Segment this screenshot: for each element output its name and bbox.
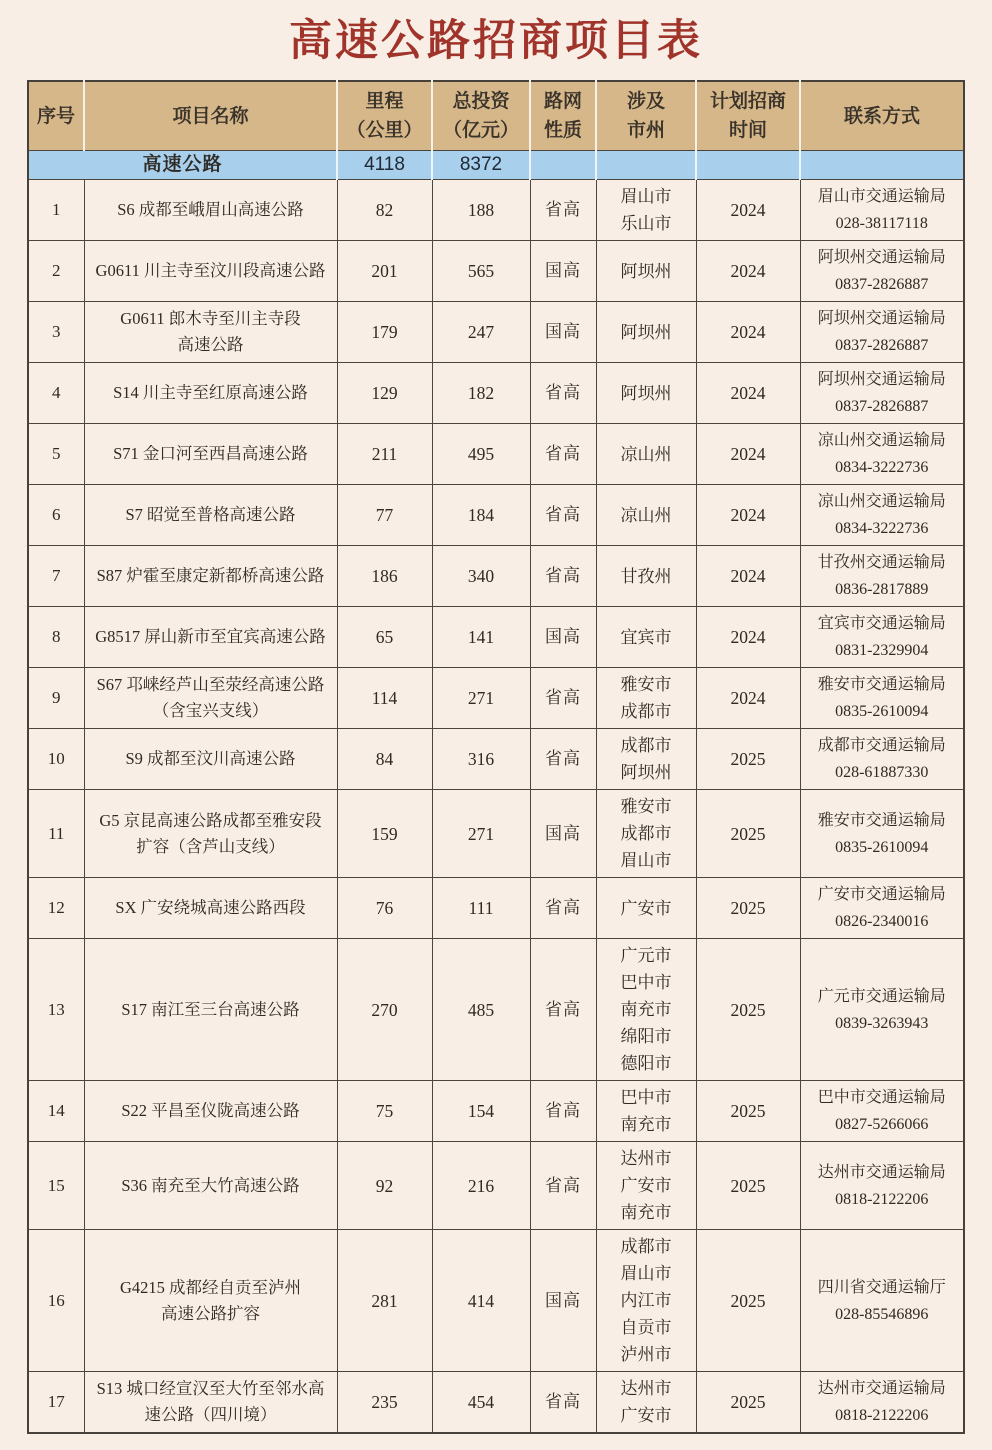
contact-line: 广元市交通运输局 [817,987,946,1005]
table-row [28,1372,964,1434]
city-line: 阿坝州 [620,763,672,782]
city-line: 凉山州 [620,505,672,525]
cell-contact [800,546,964,607]
cell-investment: 182 [432,363,530,424]
cell-network-type: 国高 [530,302,596,363]
header-line: 市州 [626,120,665,141]
contact-line: 0826-2340016 [835,913,929,930]
contact-line: 广安市交通运输局 [817,886,946,903]
contact-line: 凉山州交通运输局 [817,493,946,510]
city-line: 眉山市 [620,187,672,206]
city-line: 广元市 [620,946,672,965]
contact-line: 0837-2826887 [835,398,929,415]
contact-line: 眉山市交通运输局 [817,188,946,205]
contact-line: 雅安市交通运输局 [817,676,946,693]
city-line: 成都市 [620,824,672,843]
cell-contact [800,180,964,241]
contact-line: 0818-2122206 [835,1407,929,1424]
project-name-line: S71 金口河至西昌高速公路 [113,444,308,463]
summary-mileage: 4118 [337,151,432,180]
cell-investment: 271 [432,790,530,878]
cell-project-name [84,180,337,241]
cell-cities [596,607,696,668]
cell-contact [800,607,964,668]
cell-no: 9 [28,668,84,729]
header-schedule [696,81,800,151]
cell-cities [596,790,696,878]
cell-investment: 216 [432,1142,530,1230]
cell-no: 6 [28,485,84,546]
cell-project-name [84,939,337,1081]
cell-year: 2024 [696,485,800,546]
cell-cities [596,180,696,241]
cell-year: 2025 [696,790,800,878]
project-name-line: S87 炉霍至康定新都桥高速公路 [96,566,325,585]
city-line: 泸州市 [620,1345,672,1364]
table-row [28,790,964,878]
contact-line: 0839-3263943 [835,1014,929,1032]
table-row [28,668,964,729]
table-row [28,485,964,546]
cell-contact [800,302,964,363]
contact-line: 0818-2122206 [835,1190,929,1208]
summary-label: 高速公路 [28,151,337,180]
cell-mileage: 159 [337,790,432,878]
header-line: 联系方式 [843,105,920,127]
city-line: 达州市 [620,1149,672,1168]
contact-line: 0837-2826887 [835,337,929,354]
cell-year: 2025 [696,729,800,790]
cell-mileage: 211 [337,424,432,485]
project-name-line: S9 成都至汶川高速公路 [125,749,296,768]
city-line: 眉山市 [620,1264,672,1283]
contact-line: 成都市交通运输局 [817,737,946,754]
cell-year: 2025 [696,878,800,939]
header-mileage [337,81,432,151]
contact-line: 028-85546896 [835,1305,929,1323]
header-line: 性质 [543,120,582,141]
city-line: 南充市 [620,1115,672,1134]
cell-network-type: 省高 [530,1081,596,1142]
cell-no: 13 [28,939,84,1081]
cell-cities [596,729,696,790]
table-row [28,1230,964,1372]
contact-line: 0831-2329904 [835,642,929,659]
cell-network-type: 省高 [530,1142,596,1230]
cell-no: 14 [28,1081,84,1142]
document-page [0,16,992,1434]
header-line: 路网 [543,91,582,112]
header-line: 里程 [365,91,404,112]
cell-project-name [84,1142,337,1230]
cell-year: 2025 [696,1372,800,1434]
project-name-line: G8517 屏山新市至宜宾高速公路 [95,627,326,646]
city-line: 宜宾市 [620,627,672,647]
cell-cities [596,1142,696,1230]
cell-network-type: 省高 [530,363,596,424]
project-name-line: G4215 成都经自贡至泸州 [119,1277,302,1297]
cell-year: 2024 [696,363,800,424]
cell-mileage: 201 [337,241,432,302]
contact-line: 凉山州交通运输局 [817,432,946,449]
city-line: 阿坝州 [620,383,672,403]
header-line: 涉及 [626,91,665,112]
cell-project-name [84,790,337,878]
city-line: 甘孜州 [620,566,672,586]
cell-cities [596,1372,696,1434]
cell-mileage: 92 [337,1142,432,1230]
cell-no: 15 [28,1142,84,1230]
cell-no: 17 [28,1372,84,1434]
city-line: 成都市 [620,736,672,755]
project-name-line: G0611 郎木寺至川主寺段 [120,309,301,328]
city-line: 雅安市 [620,797,672,816]
contact-line: 0834-3222736 [835,520,929,537]
contact-line: 0836-2817889 [835,581,929,598]
table-row [28,1081,964,1142]
city-line: 广安市 [620,1176,672,1195]
cell-project-name [84,1372,337,1434]
contact-line: 0835-2610094 [835,838,929,856]
contact-line: 0837-2826887 [835,276,929,293]
contact-line: 达州市交通运输局 [817,1380,946,1397]
cell-no: 8 [28,607,84,668]
contact-line: 巴中市交通运输局 [817,1089,946,1106]
cell-project-name [84,302,337,363]
cell-investment: 141 [432,607,530,668]
table-row [28,424,964,485]
project-name-line: 扩容（含芦山支线） [136,836,285,856]
cell-project-name [84,546,337,607]
project-name-line: G5 京昆高速公路成都至雅安段 [99,810,322,830]
cell-project-name [84,485,337,546]
header-line: 计划招商 [709,91,786,112]
cell-no: 7 [28,546,84,607]
contact-line: 阿坝州交通运输局 [817,249,946,266]
city-line: 德阳市 [620,1054,672,1073]
cell-contact [800,1230,964,1372]
cell-cities [596,546,696,607]
cell-cities [596,424,696,485]
cell-cities [596,302,696,363]
cell-network-type: 国高 [530,241,596,302]
summary-contact [800,151,964,180]
project-name-line: S6 成都至峨眉山高速公路 [117,200,304,219]
cell-project-name [84,878,337,939]
project-name-line: 高速公路扩容 [161,1303,260,1323]
cell-cities [596,939,696,1081]
page-title: 高速公路招商项目表 [289,18,703,65]
summary-investment: 8372 [432,151,530,180]
cell-no: 11 [28,790,84,878]
cell-cities [596,1230,696,1372]
table-row [28,1142,964,1230]
cell-network-type: 省高 [530,546,596,607]
header-line: （公里） [346,120,423,141]
cell-no: 16 [28,1230,84,1372]
table-row [28,939,964,1081]
cell-network-type: 国高 [530,790,596,878]
cell-cities [596,363,696,424]
contact-line: 0834-3222736 [835,459,929,476]
cell-investment: 111 [432,878,530,939]
cell-no: 1 [28,180,84,241]
summary-row [28,151,964,180]
project-name-line: S7 昭觉至普格高速公路 [125,505,296,524]
cell-mileage: 235 [337,1372,432,1434]
table-row [28,878,964,939]
cell-cities [596,1081,696,1142]
cell-year: 2024 [696,424,800,485]
header-line: 序号 [36,105,75,127]
cell-mileage: 186 [337,546,432,607]
cell-cities [596,485,696,546]
cell-no: 3 [28,302,84,363]
cell-contact [800,1372,964,1434]
city-line: 巴中市 [620,973,672,992]
city-line: 广安市 [620,898,672,918]
cell-network-type: 省高 [530,485,596,546]
project-name-line: （含宝兴支线） [152,701,269,720]
city-line: 达州市 [620,1379,672,1398]
contact-line: 达州市交通运输局 [817,1163,946,1181]
project-name-line: 速公路（四川境） [144,1405,277,1424]
header-invest [432,81,530,151]
cell-no: 4 [28,363,84,424]
contact-line: 阿坝州交通运输局 [817,371,946,388]
table-row [28,241,964,302]
cell-project-name [84,729,337,790]
summary-schedule [696,151,800,180]
cell-cities [596,878,696,939]
project-name-line: S22 平昌至仪陇高速公路 [121,1101,300,1120]
cell-contact [800,878,964,939]
city-line: 乐山市 [620,214,672,233]
cell-contact [800,363,964,424]
project-name-line: S13 城口经宣汉至大竹至邻水高 [96,1379,325,1398]
city-line: 巴中市 [620,1088,672,1107]
cell-investment: 271 [432,668,530,729]
contact-line: 宜宾市交通运输局 [817,615,946,632]
project-name-line: 高速公路 [177,335,244,354]
contact-line: 雅安市交通运输局 [817,811,946,829]
city-line: 成都市 [620,702,672,721]
cell-year: 2024 [696,607,800,668]
cell-investment: 454 [432,1372,530,1434]
city-line: 广安市 [620,1406,672,1425]
summary-network [530,151,596,180]
cell-network-type: 省高 [530,729,596,790]
table-row [28,302,964,363]
cell-network-type: 省高 [530,424,596,485]
cell-project-name [84,241,337,302]
cell-mileage: 76 [337,878,432,939]
cell-year: 2025 [696,939,800,1081]
header-line: 项目名称 [172,105,249,127]
cell-investment: 414 [432,1230,530,1372]
project-name-line: S14 川主寺至红原高速公路 [113,383,308,402]
cell-mileage: 77 [337,485,432,546]
cell-mileage: 270 [337,939,432,1081]
contact-line: 0827-5266066 [835,1116,929,1133]
cell-investment: 495 [432,424,530,485]
cell-mileage: 75 [337,1081,432,1142]
cell-network-type: 省高 [530,939,596,1081]
cell-contact [800,939,964,1081]
table-body [28,151,964,1434]
cell-project-name [84,1230,337,1372]
cell-no: 10 [28,729,84,790]
header-line: 时间 [728,120,767,141]
city-line: 南充市 [620,1000,672,1019]
cell-network-type: 省高 [530,1372,596,1434]
cell-mileage: 114 [337,668,432,729]
cell-mileage: 84 [337,729,432,790]
cell-project-name [84,607,337,668]
contact-line: 甘孜州交通运输局 [817,554,946,571]
cell-contact [800,485,964,546]
table-row [28,363,964,424]
cell-year: 2025 [696,1142,800,1230]
header-line: 总投资 [452,91,510,112]
highway-projects-table [27,80,965,1434]
cell-year: 2024 [696,668,800,729]
table-header [28,81,964,151]
cell-no: 2 [28,241,84,302]
city-line: 雅安市 [620,675,672,694]
cell-contact [800,1081,964,1142]
cell-year: 2025 [696,1230,800,1372]
city-line: 阿坝州 [620,322,672,342]
cell-investment: 154 [432,1081,530,1142]
cell-investment: 316 [432,729,530,790]
cell-cities [596,241,696,302]
header-contact [800,81,964,151]
cell-network-type: 省高 [530,180,596,241]
city-line: 自贡市 [620,1318,672,1337]
cell-year: 2024 [696,546,800,607]
cell-network-type: 省高 [530,878,596,939]
header-line: （亿元） [442,120,519,141]
header-network [530,81,596,151]
cell-mileage: 281 [337,1230,432,1372]
cell-contact [800,241,964,302]
header-name [84,81,337,151]
cell-contact [800,790,964,878]
city-line: 成都市 [620,1237,672,1256]
cell-year: 2024 [696,241,800,302]
cell-contact [800,729,964,790]
header-cities [596,81,696,151]
project-name-line: S36 南充至大竹高速公路 [121,1175,300,1195]
table-row [28,607,964,668]
cell-project-name [84,1081,337,1142]
cell-year: 2024 [696,302,800,363]
cell-investment: 565 [432,241,530,302]
cell-network-type: 国高 [530,607,596,668]
cell-project-name [84,424,337,485]
cell-network-type: 省高 [530,668,596,729]
cell-investment: 485 [432,939,530,1081]
cell-contact [800,1142,964,1230]
city-line: 南充市 [620,1203,672,1222]
city-line: 内江市 [620,1291,672,1310]
cell-investment: 184 [432,485,530,546]
cell-mileage: 179 [337,302,432,363]
city-line: 绵阳市 [620,1027,672,1046]
cell-investment: 188 [432,180,530,241]
city-line: 眉山市 [620,851,672,870]
city-line: 凉山州 [620,444,672,464]
contact-line: 阿坝州交通运输局 [817,310,946,327]
cell-investment: 340 [432,546,530,607]
project-name-line: S17 南江至三台高速公路 [121,999,300,1019]
contact-line: 四川省交通运输厅 [817,1278,946,1296]
contact-line: 028-61887330 [835,764,929,781]
project-name-line: S67 邛崃经芦山至荥经高速公路 [96,675,325,694]
cell-network-type: 国高 [530,1230,596,1372]
table-header-row [28,81,964,151]
table-row [28,729,964,790]
cell-year: 2024 [696,180,800,241]
cell-no: 5 [28,424,84,485]
city-line: 阿坝州 [620,261,672,281]
cell-mileage: 82 [337,180,432,241]
contact-line: 028-38117118 [835,215,928,232]
cell-year: 2025 [696,1081,800,1142]
cell-no: 12 [28,878,84,939]
summary-cities [596,151,696,180]
cell-contact [800,424,964,485]
contact-line: 0835-2610094 [835,703,929,720]
cell-contact [800,668,964,729]
cell-project-name [84,363,337,424]
project-name-line: SX 广安绕城高速公路西段 [115,898,306,917]
table-row [28,546,964,607]
header-no [28,81,84,151]
table-row [28,180,964,241]
cell-mileage: 129 [337,363,432,424]
project-name-line: G0611 川主寺至汶川段高速公路 [95,261,326,280]
cell-project-name [84,668,337,729]
cell-investment: 247 [432,302,530,363]
cell-mileage: 65 [337,607,432,668]
cell-cities [596,668,696,729]
